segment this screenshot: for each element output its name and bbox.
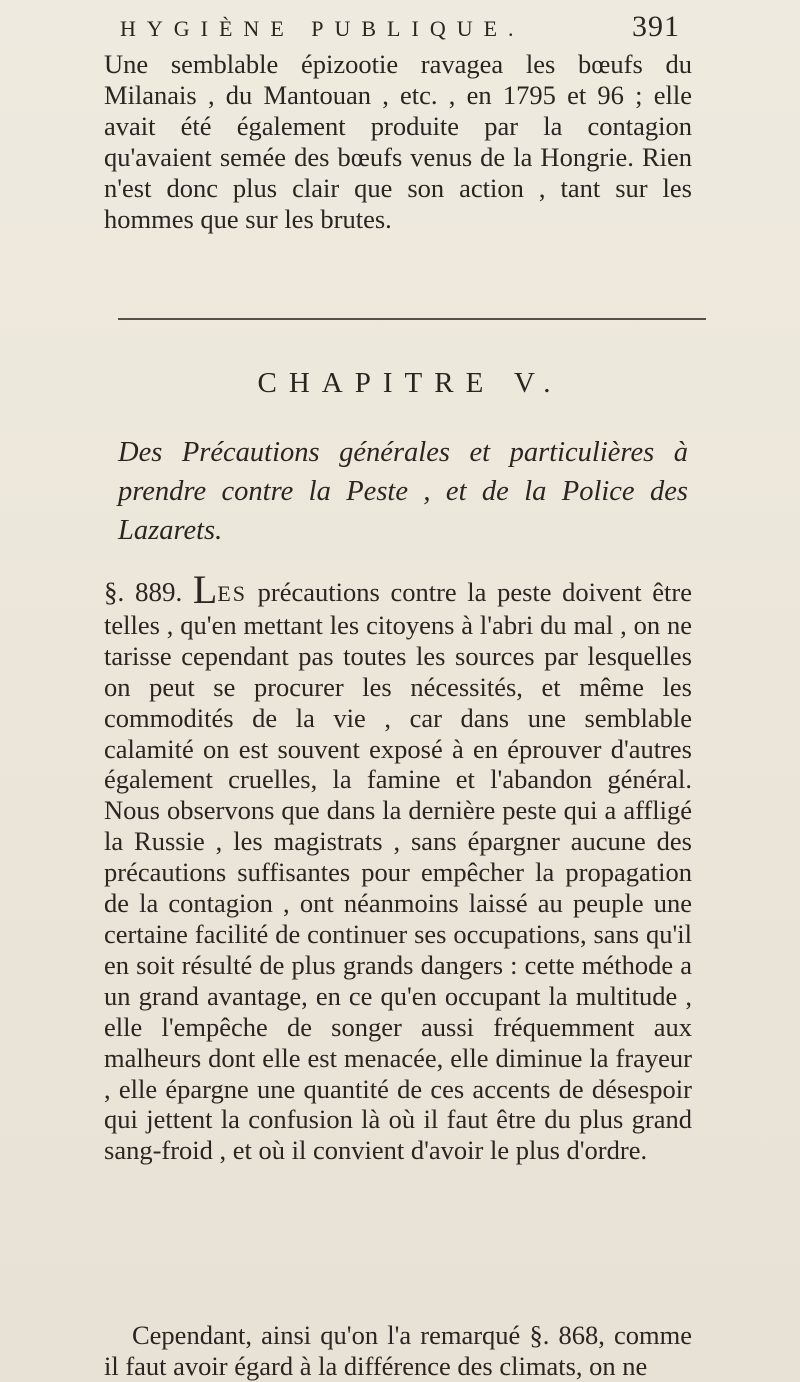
section-number: §. 889. [104,577,183,607]
running-head [120,6,680,46]
section-889-text: précautions contre la peste doivent être telles , qu'en mettant les citoyens à l'abri du mal , on ne tarisse cependant pas toutes les sources par lesquelles on peut se procurer les nécessités, et même les commodités de la vie , car dans une semblable calamité on est souvent exposé à en éprouver d'autres également cruelles, la famine et l'abandon général. Nous observons que dans la dernière peste qui a affligé la Russie , les magistrats , sans épargner aucune des précautions suffisantes pour empêcher la propagation de la contagion , ont néanmoins laissé au peuple une certaine facilité de continuer ses occupations, sans qu'il en soit résulté de plus grands dangers : cette méthode a un grand avantage, en ce qu'en occupant la multitude , elle l'empêche de songer aussi fréquemment aux malheurs dont elle est menacée, elle diminue la frayeur , elle épargne une quantité de ces accents de désespoir qui jettent la confusion là où il faut être du plus grand sang-froid , et où il convient d'avoir le plus d'ordre. [104,577,692,1166]
page-number: 391 [632,10,680,43]
section-889-paragraph [104,567,692,1166]
closing-paragraph: Cependant, ainsi qu'on l'a remarqué §. 868, comme il faut avoir égard à la différence des climats, on ne [104,1320,692,1381]
running-head-title: HYGIÈNE PUBLIQUE. [120,16,525,41]
chapter-subtitle: Des Précautions générales et particulières à prendre contre la Peste , et de la Police des Lazarets. [118,437,688,546]
lead-word: ES [217,581,248,606]
drop-cap-letter: L [192,567,218,612]
chapter-heading: CHAPITRE V. [257,367,563,399]
chapter-divider-rule [118,318,706,320]
intro-paragraph: Une semblable épizootie ravagea les bœufs du Milanais , du Mantouan , etc. , en 1795 et 96 ; elle avait été également produite par la contagion qu'avaient semée des bœufs venus de la Hongrie. Rien n'est donc plus clair que son action , tant sur les hommes que sur les brutes. [104,49,692,234]
